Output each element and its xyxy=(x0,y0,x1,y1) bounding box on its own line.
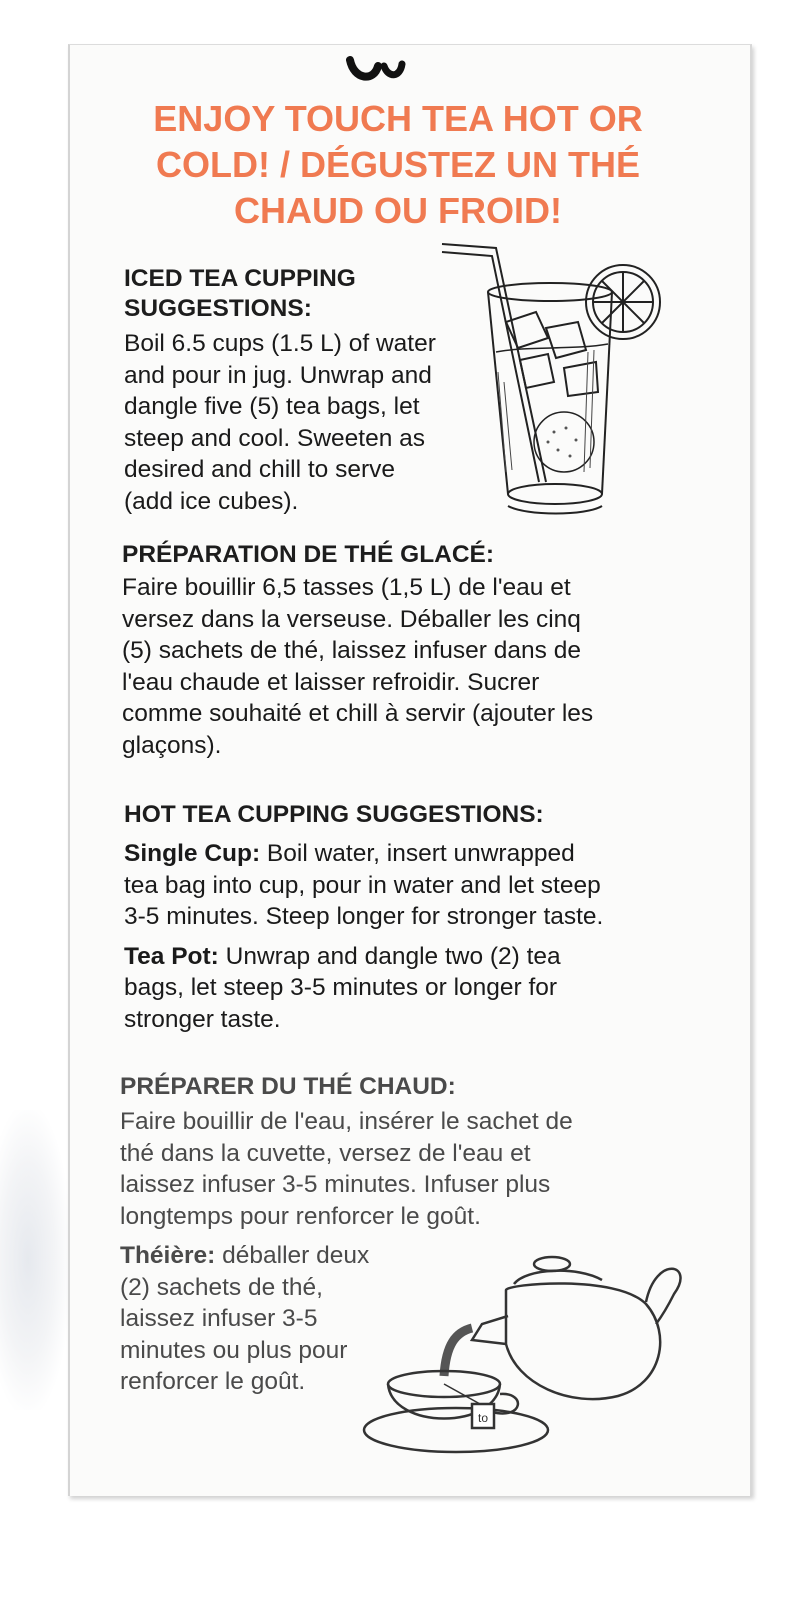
body-line: glaçons). xyxy=(122,731,222,759)
body-line: minutes ou plus pour xyxy=(120,1336,348,1364)
body-line: (5) sachets de thé, laissez infuser dans de xyxy=(122,637,581,664)
section-heading: PRÉPARER DU THÉ CHAUD: xyxy=(120,1073,456,1100)
section-heading: ICED TEA CUPPING xyxy=(124,265,356,292)
title-line: CHAUD OU FROID! xyxy=(234,190,562,231)
iced-tea-section-en xyxy=(124,264,436,517)
body-line: tea bag into cup, pour in water and let steep xyxy=(124,871,601,899)
hot-tea-section-en xyxy=(124,800,603,1035)
body-line: Faire bouillir 6,5 tasses (1,5 L) de l'eau et xyxy=(122,574,571,601)
body-line: (add ice cubes). xyxy=(124,487,299,515)
single-cup-label: Single Cup: xyxy=(124,840,261,867)
body-line: stronger taste. xyxy=(124,1005,281,1033)
title-line: ENJOY TOUCH TEA HOT OR xyxy=(153,98,643,139)
tea-cup-icon xyxy=(364,1371,548,1452)
theiere-label: Théière: xyxy=(120,1242,216,1269)
body-line: longtemps pour renforcer le goût. xyxy=(120,1202,481,1230)
title-line: COLD! / DÉGUSTEZ UN THÉ xyxy=(156,144,640,185)
iced-tea-section-fr xyxy=(122,540,593,761)
iced-tea-glass-icon xyxy=(436,232,666,522)
body-line: Boil 6.5 cups (1.5 L) of water xyxy=(124,330,436,357)
body-line: and pour in jug. Unwrap and xyxy=(124,361,432,389)
body-line: l'eau chaude et laisser refroidir. Sucrer xyxy=(122,668,540,696)
teapot-pouring-icon xyxy=(356,1244,696,1474)
body-line: Faire bouillir de l'eau, insérer le sachet de xyxy=(120,1108,573,1135)
logo-fragment-icon xyxy=(344,44,424,86)
body-text: déballer deux xyxy=(215,1242,370,1269)
body-line: steep and cool. Sweeten as xyxy=(124,424,426,452)
body-line: 3-5 minutes. Steep longer for stronger taste. xyxy=(124,903,604,930)
body-line: bags, let steep 3-5 minutes or longer for xyxy=(124,974,558,1001)
body-text: Unwrap and dangle two (2) tea xyxy=(218,942,561,970)
tag-logo: to xyxy=(477,1411,489,1425)
body-line: laissez infuser 3-5 minutes. Infuser plus xyxy=(120,1171,551,1198)
body-text: Boil water, insert unwrapped xyxy=(260,840,575,867)
page-title xyxy=(108,96,688,234)
body-line: versez dans la verseuse. Déballer les cinq xyxy=(122,605,581,633)
body-line: (2) sachets de thé, xyxy=(120,1273,323,1301)
body-line: thé dans la cuvette, versez de l'eau et xyxy=(120,1139,531,1167)
body-line: renforcer le goût. xyxy=(120,1368,306,1395)
tea-pot-label: Tea Pot: xyxy=(124,942,219,970)
section-heading: SUGGESTIONS: xyxy=(124,295,312,322)
body-line: comme souhaité et chill à servir (ajouter les xyxy=(122,700,594,727)
section-heading: PRÉPARATION DE THÉ GLACÉ: xyxy=(122,541,495,568)
body-line: laissez infuser 3-5 xyxy=(120,1305,318,1332)
body-line: dangle five (5) tea bags, let xyxy=(124,393,420,420)
body-line: desired and chill to serve xyxy=(124,456,396,483)
section-heading: HOT TEA CUPPING SUGGESTIONS: xyxy=(124,801,544,828)
background-scuff xyxy=(0,1110,70,1410)
